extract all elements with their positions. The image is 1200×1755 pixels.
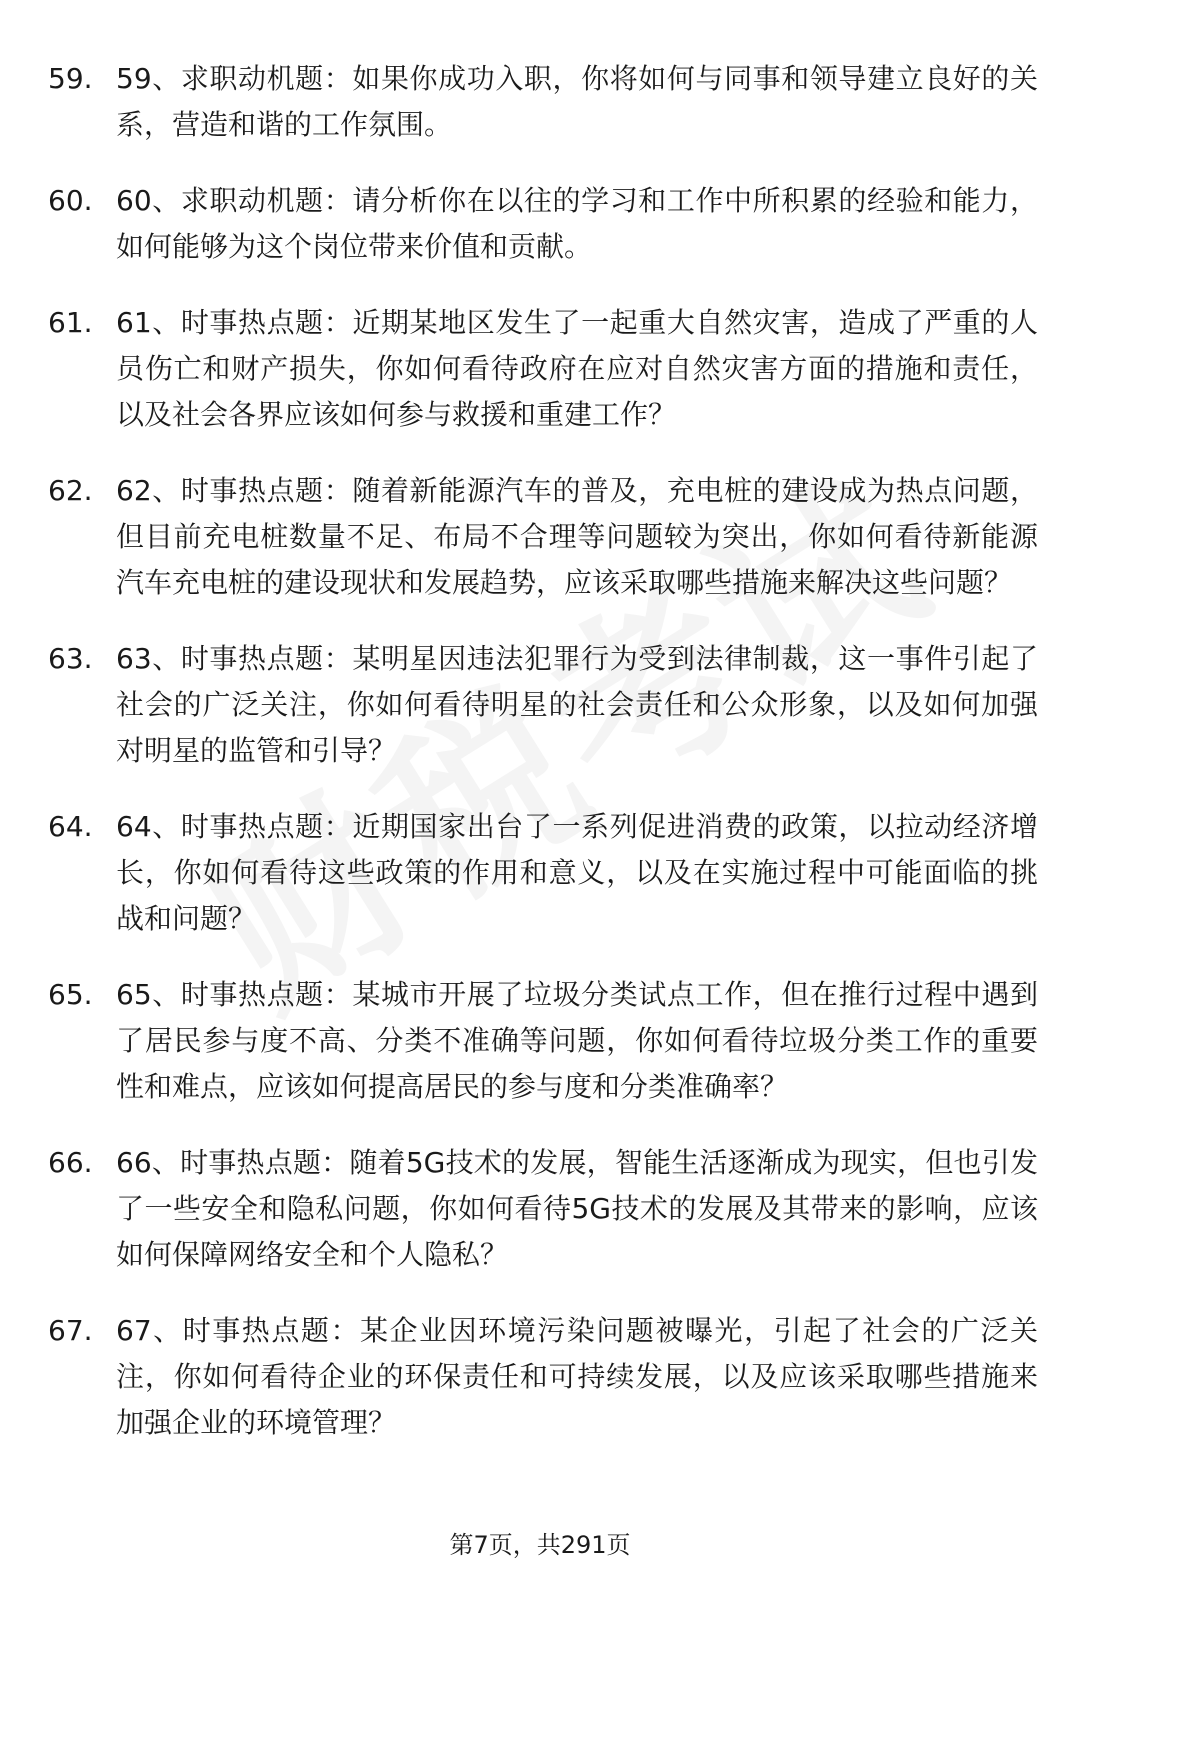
list-item [48,804,1038,942]
question-text: 64、时事热点题：近期国家出台了一系列促进消费的政策，以拉动经济增长，你如何看待这些政策的作用和意义，以及在实施过程中可能面临的挑战和问题？ [116,810,1038,935]
question-text: 67、时事热点题：某企业因环境污染问题被曝光，引起了社会的广泛关注，你如何看待企业的环保责任和可持续发展，以及应该采取哪些措施来加强企业的环境管理？ [116,1314,1038,1439]
page-footer: 第7页，共291页 [449,1531,631,1559]
list-item [48,1308,1038,1446]
question-text: 60、求职动机题：请分析你在以往的学习和工作中所积累的经验和能力，如何能够为这个岗位带来价值和贡献。 [116,184,1038,263]
list-item [48,636,1038,774]
question-text: 63、时事热点题：某明星因违法犯罪行为受到法律制裁，这一事件引起了社会的广泛关注，你如何看待明星的社会责任和公众形象，以及如何加强对明星的监管和引导？ [116,642,1038,767]
question-text: 62、时事热点题：随着新能源汽车的普及，充电桩的建设成为热点问题，但目前充电桩数量不足、布局不合理等问题较为突出，你如何看待新能源汽车充电桩的建设现状和发展趋势，应该采取哪些措施来解决这些问题？ [116,474,1038,599]
list-item [48,56,1038,148]
question-text: 66、时事热点题：随着5G技术的发展，智能生活逐渐成为现实，但也引发了一些安全和隐私问题，你如何看待5G技术的发展及其带来的影响，应该如何保障网络安全和个人隐私？ [116,1146,1038,1271]
list-item [48,972,1038,1110]
question-number: 66. [48,1146,93,1179]
question-text: 65、时事热点题：某城市开展了垃圾分类试点工作，但在推行过程中遇到了居民参与度不高、分类不准确等问题，你如何看待垃圾分类工作的重要性和难点，应该如何提高居民的参与度和分类准确率？ [116,978,1038,1103]
question-number: 67. [48,1314,93,1347]
question-number: 60. [48,184,93,217]
question-text: 59、求职动机题：如果你成功入职，你将如何与同事和领导建立良好的关系，营造和谐的工作氛围。 [116,62,1038,141]
question-number: 65. [48,978,93,1011]
question-number: 59. [48,62,93,95]
list-item [48,468,1038,606]
list-item [48,178,1038,270]
question-number: 62. [48,474,93,507]
question-number: 64. [48,810,93,843]
question-text: 61、时事热点题：近期某地区发生了一起重大自然灾害，造成了严重的人员伤亡和财产损失，你如何看待政府在应对自然灾害方面的措施和责任，以及社会各界应该如何参与救援和重建工作？ [116,306,1038,431]
question-number: 61. [48,306,93,339]
list-item [48,1140,1038,1278]
question-number: 63. [48,642,93,675]
list-item [48,300,1038,438]
question-list [48,56,1038,1476]
